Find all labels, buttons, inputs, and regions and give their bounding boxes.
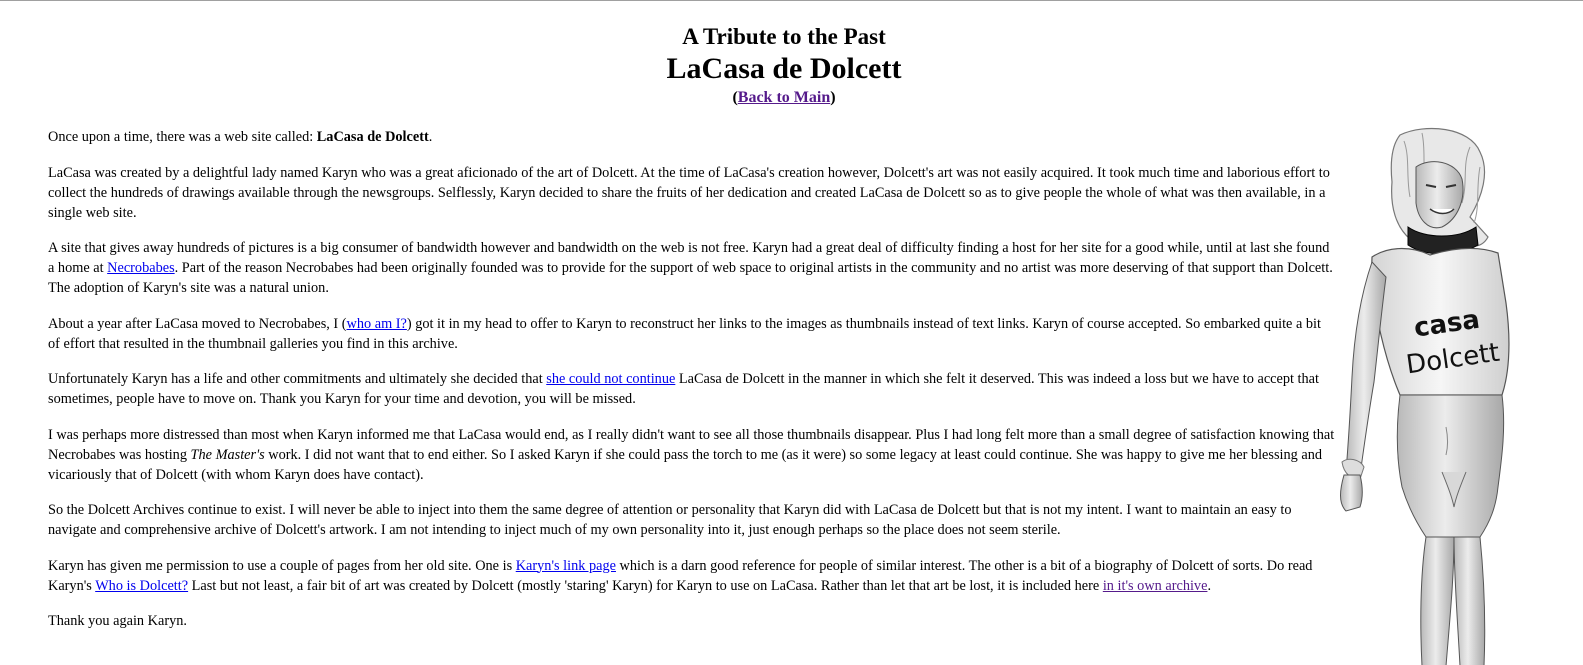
page-title: LaCasa de Dolcett [666, 52, 902, 85]
could-not-continue-link[interactable]: she could not continue [546, 371, 676, 387]
text: which is a darn good reference for people of similar interest. The other is a bit of a biography of Dolcett of sorts. Do read Karyn's [48, 557, 1313, 594]
paragraph-pages [48, 556, 1336, 596]
figure-illustration [1330, 127, 1520, 665]
back-open-paren: ( [732, 89, 738, 106]
site-name-bold: LaCasa de Dolcett [316, 129, 429, 145]
paragraph-thumbnails [48, 314, 1336, 354]
text: I was perhaps more distressed than most when Karyn informed me that LaCasa would end, as I really didn't want to see all those thumbnails disappear. Plus I had long felt more than a small degree of satisfaction knowing that Necrobabes was hosting [48, 426, 1335, 463]
text: work. I did not want that to end either. So I asked Karyn if she could pass the torch to me (as it were) so some legacy at least could continue. She was happy to give me her blessing and vicariously that of Dolcett (with whom Karyn does have contact). [48, 446, 1323, 483]
who-am-i-link[interactable]: who am I? [346, 315, 407, 332]
text: A site that gives away hundreds of pictures is a big consumer of bandwidth however and bandwidth on the web is not free. Karyn had a great deal of difficulty finding a host for her site for a good while, until at last she found a home at [48, 240, 1330, 276]
necrobabes-link[interactable]: Necrobabes [107, 260, 175, 276]
who-is-dolcett-link[interactable]: Who is Dolcett? [95, 577, 189, 594]
text: . Part of the reason Necrobabes had been originally founded was to provide for the support of web space to original artists in the community and no artist was more deserving of that support than Dolcett. The adoption of Karyn's site was a natural union. [48, 260, 1333, 296]
shirt-text-casa: casa [1412, 304, 1482, 344]
back-close-paren: ) [830, 89, 836, 106]
text: Once upon a time, there was a web site called: [48, 129, 317, 145]
paragraph-creation [48, 163, 1336, 223]
back-nav [0, 88, 1568, 108]
paragraph-ending [48, 369, 1336, 409]
paragraph-thanks [48, 611, 1336, 631]
text: Unfortunately Karyn has a life and other commitments and ultimately she decided that [48, 371, 547, 387]
text: About a year after LaCasa moved to Necrobabes, I ( [48, 315, 347, 332]
figure-drawing [1330, 127, 1520, 665]
paragraph-bandwidth [48, 238, 1336, 298]
text: LaCasa was created by a delightful lady named Karyn who was a great aficionado of the art of Dolcett. At the time of LaCasa's creation however, Dolcett's art was not easily acquired. It took much time and laborious effort to collect the hundreds of drawings available through the newsgroups. Selflessly, Karyn decided to share the fruits of her dedication and created LaCasa de Dolcett so as to give people the whole of what was then available, in a single web site. [48, 164, 1330, 221]
own-archive-link[interactable]: in it's own archive [1102, 577, 1208, 594]
shirt-text-dolcett: Dolcett [1404, 337, 1502, 381]
text: So the Dolcett Archives continue to exist. I will never be able to inject into them the same degree of attention or personality that Karyn did with LaCasa de Dolcett but that is not my intent. I want to maintain an easy to navigate and comprehensive archive of Dolcett's artwork. I am not intending to inject much of my own personality into it, just enough perhaps so the place does not seem sterile. [48, 502, 1292, 538]
paragraph-legacy [48, 425, 1336, 485]
page-subtitle: A Tribute to the Past [682, 24, 886, 49]
page-header [0, 23, 1568, 108]
text: Karyn has given me permission to use a couple of pages from her old site. One is [48, 557, 516, 574]
text: Thank you again Karyn. [48, 613, 187, 629]
masters-italic: The Master's [190, 446, 265, 463]
paragraph-archives [48, 500, 1336, 540]
text: . [428, 129, 433, 145]
karyns-link-page-link[interactable]: Karyn's link page [515, 557, 616, 574]
article-body [48, 127, 1336, 647]
paragraph-intro [48, 127, 1336, 147]
text: LaCasa de Dolcett in the manner in which she felt it deserved. This was indeed a loss but we have to accept that sometimes, people have to move on. Thank you Karyn for your time and devotion, you will be missed. [48, 371, 1320, 407]
text: Last but not least, a fair bit of art was created by Dolcett (mostly 'staring' Karyn) for Karyn to use on LaCasa. Rather than let that art be lost, it is included here [188, 577, 1103, 594]
back-to-main-link[interactable]: Back to Main [737, 89, 831, 106]
text: ) got it in my head to offer to Karyn to reconstruct her links to the images as thumbnails instead of text links. Karyn of course accepted. So embarked quite a bit of effort that resulted in the thumbnail galleries you find in this archive. [48, 315, 1321, 352]
text: . [1207, 577, 1212, 594]
